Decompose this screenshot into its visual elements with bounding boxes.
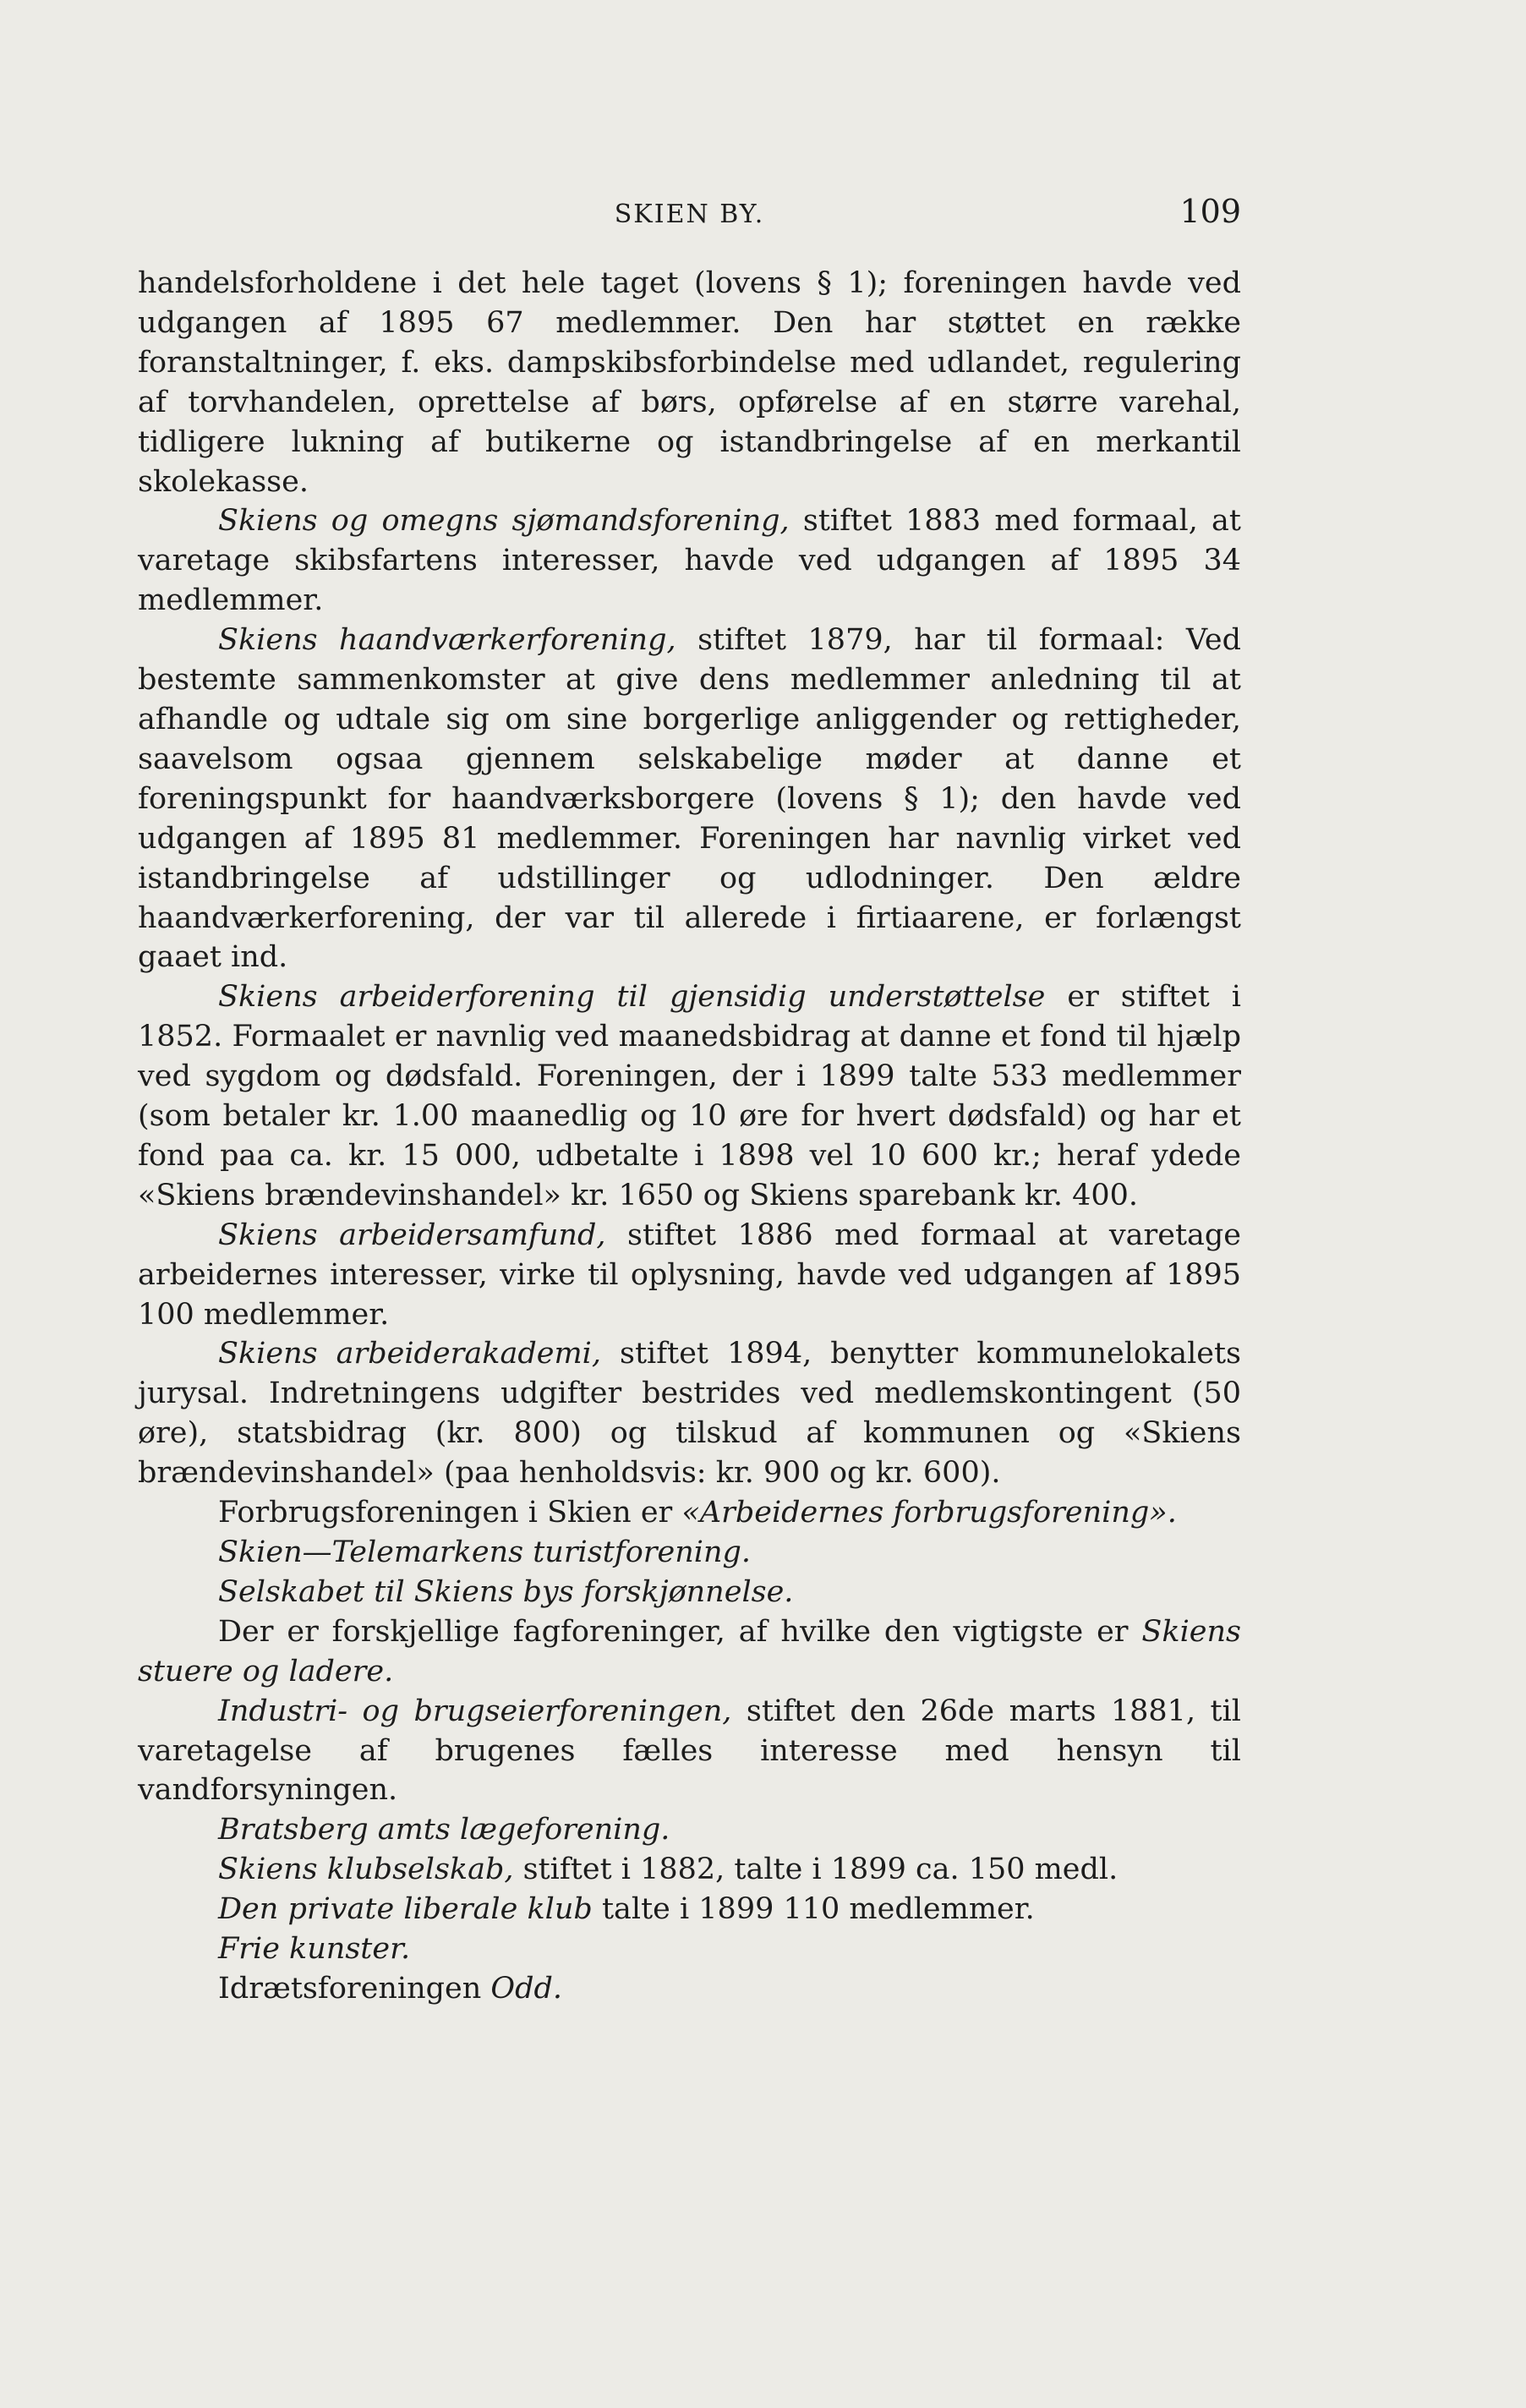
paragraph: [138, 1493, 1241, 1533]
italic-text: Frie kunster.: [218, 1932, 411, 1967]
body-text: [138, 264, 1241, 2009]
page-header: [138, 193, 1241, 235]
italic-text: Skiens haandværkerforening,: [218, 623, 676, 658]
italic-text: Skiens arbeiderakademi,: [218, 1337, 601, 1371]
paragraph: [138, 1692, 1241, 1811]
italic-text: Bratsberg amts lægeforening.: [218, 1813, 670, 1847]
italic-text: Den private liberale klub: [218, 1892, 593, 1927]
text-run: Der er forskjellige fagforeninger, af hvilke den vigtigste er: [218, 1614, 1142, 1649]
paragraph: [138, 1929, 1241, 1969]
text-run: stiftet 1886 med formaal at varetage arbeidernes interesser, virke til oplysning, havde ved udgangen af 1895 100 medlemmer.: [138, 1218, 1241, 1332]
paragraph: [138, 1890, 1241, 1929]
italic-text: Skiens stuere og ladere.: [138, 1614, 1241, 1688]
paragraph: [138, 621, 1241, 977]
italic-text: «Arbeidernes forbrugsforening».: [681, 1496, 1177, 1530]
paragraph: [138, 1850, 1241, 1890]
text-run: stiftet 1894, benytter kommunelokalets jurysal. Indretningens udgifter bestrides ved medlemskontingent (50 øre), statsbidrag (kr. 800) og tilskud af kommunen og «Skiens brændevinshandel» (paa henholdsvis: kr. 900 og kr. 600).: [138, 1337, 1242, 1491]
paragraph: [138, 1216, 1241, 1335]
text-run: er stiftet i 1852. Formaalet er navnlig ved maanedsbidrag at danne et fond til hjælp ved sygdom og dødsfald. Foreningen, der i 1899 talte 533 medlemmer (som betaler kr. 1.00 maanedlig og 10 øre for hvert dødsfald) og har et fond paa ca. kr. 15 000, udbetalte i 1898 vel 10 600 kr.; heraf ydede «Skiens brændevinshandel» kr. 1650 og Skiens sparebank kr. 400.: [138, 980, 1242, 1212]
paragraph: [138, 1612, 1241, 1692]
paragraph: [138, 1969, 1241, 2009]
paragraph: [138, 977, 1241, 1215]
text-run: stiftet 1879, har til formaal: Ved bestemte sammenkomster at give dens medlemmer anledning til at afhandle og udtale sig om sine borgerlige anliggender og rettigheder, saavelsom ogsaa gjennem selskabelige møder at danne et foreningspunkt for haandværksborgere (lovens § 1); den havde ved udgangen af 1895 81 medlemmer. Foreningen har navnlig virket ved istandbringelse af udstillinger og udlodninger. Den ældre haandværkerforening, der var til allerede i firtiaarene, er forlængst gaaet ind.: [138, 623, 1241, 975]
italic-text: Selskabet til Skiens bys forskjønnelse.: [218, 1574, 794, 1609]
page-number: 109: [1179, 193, 1241, 230]
paragraph: [138, 1810, 1241, 1850]
italic-text: Skien—Telemarkens turistforening.: [218, 1535, 752, 1569]
running-head: SKIEN BY.: [614, 200, 765, 229]
paragraph: [138, 1573, 1241, 1612]
italic-text: Industri- og brugseierforeningen,: [218, 1694, 732, 1728]
paragraph: [138, 264, 1241, 501]
text-run: stiftet i 1882, talte i 1899 ca. 150 medl.: [513, 1853, 1119, 1887]
italic-text: Skiens og omegns sjømandsforening,: [218, 504, 790, 539]
paragraph: [138, 1533, 1241, 1573]
italic-text: Skiens arbeiderforening til gjensidig understøttelse: [218, 980, 1046, 1015]
italic-text: Skiens klubselskab,: [218, 1853, 514, 1887]
text-run: Idrætsforeningen: [218, 1971, 491, 2006]
italic-text: Skiens arbeidersamfund,: [218, 1218, 606, 1252]
text-run: Forbrugsforeningen i Skien er: [218, 1496, 682, 1530]
paragraph: [138, 1334, 1241, 1493]
text-run: handelsforholdene i det hele taget (lovens § 1); foreningen havde ved udgangen af 1895 67 medlemmer. Den har støttet en række foranstaltninger, f. eks. dampskibsforbindelse med udlandet, regulering af torvhandelen, oprettelse af børs, opførelse af en større varehal, tidligere lukning af butikerne og istandbringelse af en merkantil skolekasse.: [138, 266, 1241, 499]
text-run: stiftet den 26de marts 1881, til varetagelse af brugenes fælles interesse med hensyn til vandforsyningen.: [138, 1694, 1241, 1808]
italic-text: Odd.: [490, 1971, 563, 2006]
paragraph: [138, 501, 1241, 621]
text-run: stiftet 1883 med formaal, at varetage skibsfartens interesser, havde ved udgangen af 1895 34 medlemmer.: [138, 504, 1241, 618]
text-run: talte i 1899 110 medlemmer.: [592, 1892, 1035, 1927]
